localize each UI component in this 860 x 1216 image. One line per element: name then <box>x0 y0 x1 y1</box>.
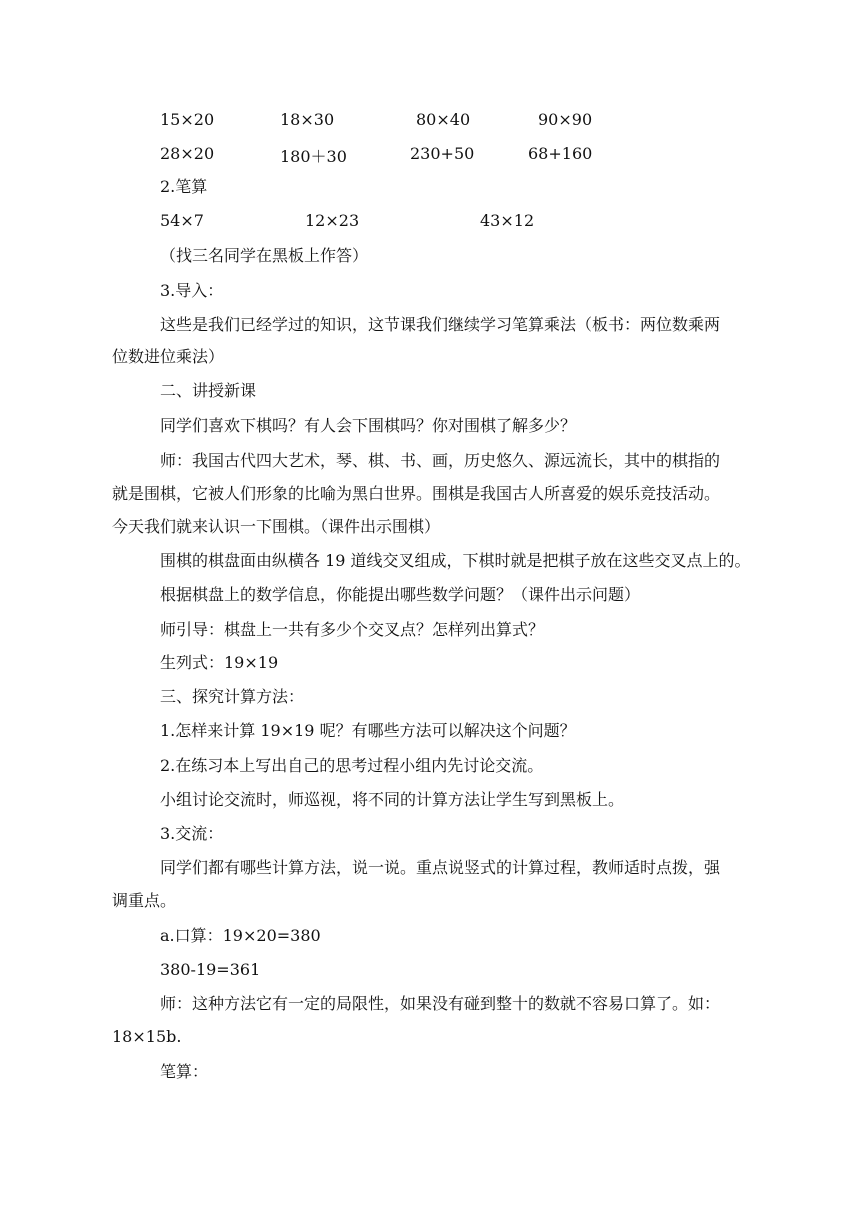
paragraph-line: 根据棋盘上的数学信息，你能提出哪些数学问题？（课件出示问题） <box>160 585 641 604</box>
problem-cell: 18×30 <box>280 110 335 129</box>
paragraph-line: 师：这种方法它有一定的局限性，如果没有碰到整十的数就不容易口算了。如： <box>160 994 721 1013</box>
paragraph-line: a.口算：19×20=380 <box>160 926 321 945</box>
problem-cell: 90×90 <box>538 110 593 129</box>
part-heading: 三、探究计算方法： <box>160 687 305 706</box>
paragraph-line: 同学们喜欢下棋吗？有人会下围棋吗？你对围棋了解多少？ <box>160 416 577 435</box>
intro-heading: 3.导入： <box>160 281 224 300</box>
paragraph-line: 今天我们就来认识一下围棋。（课件出示围棋） <box>112 517 441 536</box>
paragraph-line: 位数进位乘法） <box>112 347 225 366</box>
problem-cell: 43×12 <box>480 211 535 230</box>
paragraph-line: 笔算： <box>160 1062 209 1081</box>
problem-cell: 230+50 <box>410 144 475 163</box>
note-blackboard: （找三名同学在黑板上作答） <box>160 246 369 265</box>
paragraph-line: 18×15b. <box>112 1027 182 1046</box>
problem-cell: 12×23 <box>305 211 360 230</box>
problem-cell: 54×7 <box>160 211 204 230</box>
paragraph-line: 生列式：19×19 <box>160 653 279 672</box>
paragraph-line: 小组讨论交流时，师巡视，将不同的计算方法让学生写到黑板上。 <box>160 790 625 809</box>
problem-cell: 180＋30 <box>280 147 347 166</box>
section-heading-written: 2.笔算 <box>160 177 208 196</box>
paragraph-line: 调重点。 <box>112 891 177 910</box>
paragraph-line: 师：我国古代四大艺术，琴、棋、书、画，历史悠久、源远流长，其中的棋指的 <box>160 451 721 470</box>
paragraph-line: 师引导：棋盘上一共有多少个交叉点？怎样列出算式？ <box>160 620 545 639</box>
paragraph-line: 这些是我们已经学过的知识，这节课我们继续学习笔算乘法（板书：两位数乘两 <box>160 315 721 334</box>
paragraph-line: 同学们都有哪些计算方法，说一说。重点说竖式的计算过程，教师适时点拨，强 <box>160 858 721 877</box>
paragraph-line: 2.在练习本上写出自己的思考过程小组内先讨论交流。 <box>160 756 544 775</box>
problem-cell: 68+160 <box>528 144 593 163</box>
problem-cell: 28×20 <box>160 144 215 163</box>
problem-cell: 80×40 <box>416 110 471 129</box>
paragraph-line: 就是围棋，它被人们形象的比喻为黑白世界。围棋是我国古人所喜爱的娱乐竞技活动。 <box>112 484 721 503</box>
paragraph-line: 1.怎样来计算 19×19 呢？有哪些方法可以解决这个问题？ <box>160 721 576 740</box>
paragraph-line: 3.交流： <box>160 824 224 843</box>
problem-cell: 15×20 <box>160 110 215 129</box>
part-heading: 二、讲授新课 <box>160 381 257 400</box>
paragraph-line: 380-19=361 <box>160 960 261 979</box>
paragraph-line: 围棋的棋盘面由纵横各 19 道线交叉组成，下棋时就是把棋子放在这些交叉点上的。 <box>160 551 751 570</box>
